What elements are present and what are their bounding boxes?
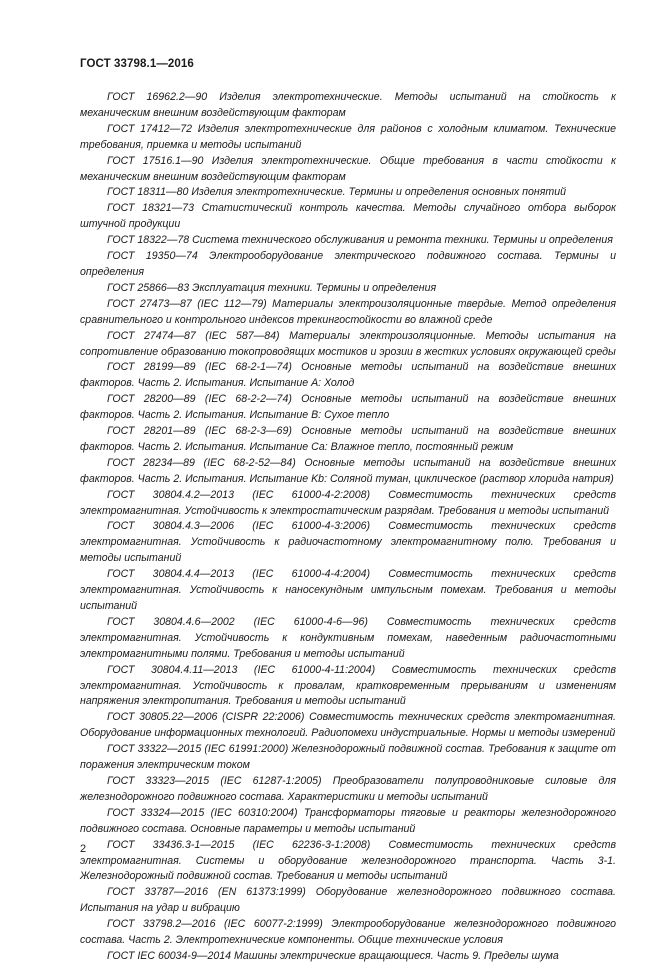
reference-item: ГОСТ 33324—2015 (IEC 60310:2004) Трансформаторы тяговые и реакторы железнодорожного подвижного состава. Основные параметры и методы испытаний (80, 806, 616, 835)
reference-item: ГОСТ 30805.22—2006 (CISPR 22:2006) Совместимость технических средств электромагнитная. Оборудование информационных технологий. Радиопомехи индустриальные. Нормы и методы измерений (80, 711, 616, 740)
reference-item: ГОСТ 25866—83 Эксплуатация техники. Термины и определения (107, 281, 437, 294)
reference-item: ГОСТ 33323—2015 (IEC 61287-1:2005) Преобразователи полупроводниковые силовые для железнодорожного подвижного состава. Характеристики и методы испытаний (80, 774, 616, 803)
reference-item: ГОСТ 30804.4.11—2013 (IEC 61000-4-11:2004) Совместимость технических средств электромагнитная. Устойчивость к провалам, кратковременным прерываниям и изменениям напряжения электропитания. Требования и методы испытаний (80, 663, 616, 708)
document-header: ГОСТ 33798.1—2016 (80, 58, 194, 70)
reference-item: ГОСТ 28200—89 (IEC 68-2-2—74) Основные методы испытаний на воздействие внешних факторов. Часть 2. Испытания. Испытание В: Сухое тепло (80, 393, 616, 422)
reference-item: ГОСТ 30804.4.6—2002 (IEC 61000-4-6—96) Совместимость технических средств электромагнитная. Устойчивость к кондуктивным помехам, наведенным радиочастотными электромагнитными полями. Требования и методы испытаний (80, 615, 616, 660)
reference-item: ГОСТ 16962.2—90 Изделия электротехнические. Методы испытаний на стойкость к механическим внешним воздействующим факторам (80, 91, 616, 119)
reference-item: ГОСТ IEC 60034-9—2014 Машины электрические вращающиеся. Часть 9. Пределы шума (107, 949, 559, 962)
reference-item: ГОСТ 30804.4.4—2013 (IEC 61000-4-4:2004) Совместимость технических средств электромагнитная. Устойчивость к наносекундным импульсным помехам. Требования и методы испытаний (80, 568, 616, 612)
reference-item: ГОСТ 30804.4.2—2013 (IEC 61000-4-2:2008) Совместимость технических средств электромагнитная. Устойчивость к электростатическим разрядам. Требования и методы испытаний (80, 488, 616, 517)
normative-references-list (80, 90, 616, 965)
reference-item: ГОСТ 18322—78 Система технического обслуживания и ремонта техники. Термины и определения (107, 234, 613, 247)
reference-item: ГОСТ 28199—89 (IEC 68-2-1—74) Основные методы испытаний на воздействие внешних факторов. Часть 2. Испытания. Испытание А: Холод (80, 361, 616, 390)
reference-item: ГОСТ 33798.2—2016 (IEC 60077-2:1999) Электрооборудование железнодорожного подвижного состава. Часть 2. Электротехнические компоненты. Общие технические условия (80, 918, 616, 947)
reference-item: ГОСТ 17516.1—90 Изделия электротехнические. Общие требования в части стойкости к механическим внешним воздействующим факторам (80, 154, 616, 183)
reference-item: ГОСТ 28201—89 (IEC 68-2-3—69) Основные методы испытаний на воздействие внешних факторов. Часть 2. Испытания. Испытание Са: Влажное тепло, постоянный режим (80, 425, 616, 453)
reference-item: ГОСТ 28234—89 (IEC 68-2-52—84) Основные методы испытаний на воздействие внешних факторов. Часть 2. Испытания. Испытание Kb: Соляной туман, циклическое (раствор хлорида натрия) (80, 456, 616, 485)
page-number: 2 (80, 843, 87, 855)
reference-item: ГОСТ 19350—74 Электрооборудование электрического подвижного состава. Термины и определения (80, 250, 616, 278)
reference-item: ГОСТ 33322—2015 (IEC 61991:2000) Железнодорожный подвижной состав. Требования к защите от поражения электрическим током (80, 743, 616, 772)
reference-item: ГОСТ 18321—73 Статистический контроль качества. Методы случайного отбора выборок штучной продукции (80, 202, 616, 231)
reference-item: ГОСТ 30804.4.3—2006 (IEC 61000-4-3:2006) Совместимость технических средств электромагнитная. Устойчивость к радиочастотному электромагнитному полю. Требования и методы испытаний (80, 520, 616, 565)
reference-item: ГОСТ 33787—2016 (EN 61373:1999) Оборудование железнодорожного подвижного состава. Испытания на удар и вибрацию (80, 886, 616, 915)
reference-item: ГОСТ 27473—87 (IEC 112—79) Материалы электроизоляционные твердые. Метод определения сравнительного и контрольного индексов трекингостойкости во влажной среде (80, 297, 616, 326)
reference-item: ГОСТ 27474—87 (IEC 587—84) Материалы электроизоляционные. Методы испытания на сопротивление образованию токопроводящих мостиков и эрозии в жестких условиях окружающей среды (80, 329, 616, 358)
reference-item: ГОСТ 17412—72 Изделия электротехнические для районов с холодным климатом. Технические требования, приемка и методы испытаний (80, 122, 616, 151)
reference-item: ГОСТ 33436.3-1—2015 (IEC 62236-3-1:2008) Совместимость технических средств электромагнитная. Системы и оборудование железнодорожного транспорта. Часть 3-1. Железнодорожный подвижной состав. Требования и методы испытаний (80, 838, 616, 883)
reference-item: ГОСТ 18311—80 Изделия электротехнические. Термины и определения основных понятий (107, 186, 566, 199)
